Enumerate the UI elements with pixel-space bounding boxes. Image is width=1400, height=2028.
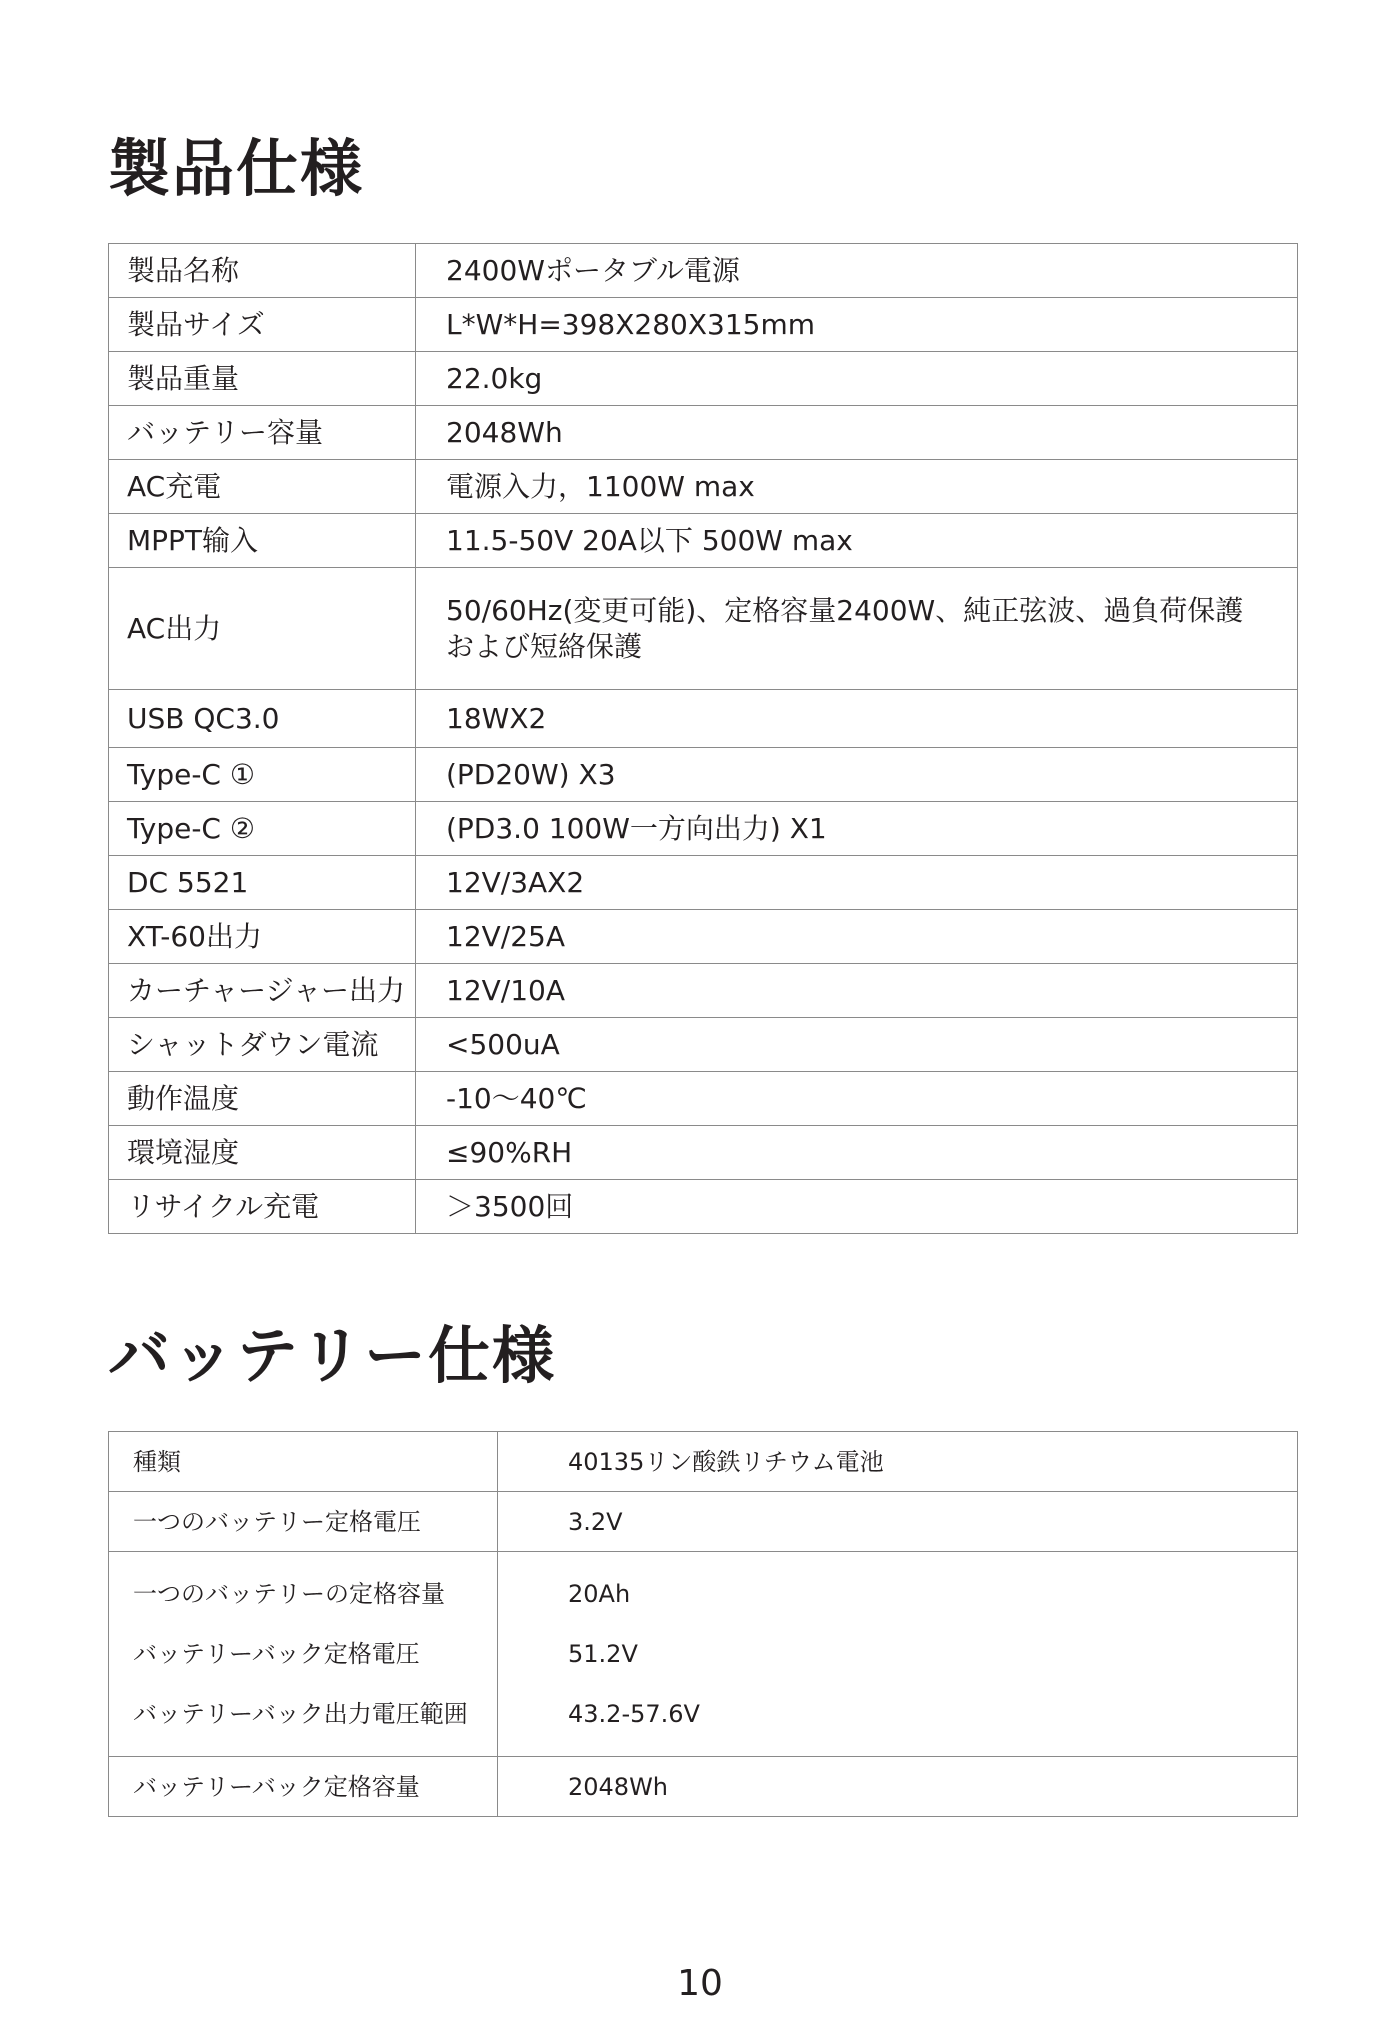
spec-label: MPPT输入 [109, 514, 416, 568]
page-number: 10 [677, 1963, 723, 2004]
spec-row-size [109, 298, 1298, 352]
spec-row-mppt [109, 514, 1298, 568]
spec-value: (PD20W) X3 [416, 748, 1298, 802]
spec-value: 11.5-50V 20A以下 500W max [416, 514, 1298, 568]
battery-value: 3.2V [498, 1492, 1298, 1552]
spec-label: Type-C ① [109, 748, 416, 802]
spec-label: 製品名称 [109, 244, 416, 298]
battery-row-pack-capacity [109, 1757, 1298, 1817]
battery-spec-table [108, 1431, 1298, 1817]
spec-label: AC充電 [109, 460, 416, 514]
spec-value: 12V/25A [416, 910, 1298, 964]
battery-label: バッテリーバック定格容量 [109, 1757, 498, 1817]
spec-value: -10～40℃ [416, 1072, 1298, 1126]
spec-row-type-c-1 [109, 748, 1298, 802]
battery-label: 一つのバッテリーの定格容量 [133, 1580, 445, 1608]
spec-label: 環境湿度 [109, 1126, 416, 1180]
battery-value-group [498, 1552, 1298, 1757]
spec-label: 動作温度 [109, 1072, 416, 1126]
spec-value: 18WX2 [416, 690, 1298, 748]
spec-label: 製品重量 [109, 352, 416, 406]
battery-row-type [109, 1432, 1298, 1492]
spec-label: バッテリー容量 [109, 406, 416, 460]
battery-value: 2048Wh [498, 1757, 1298, 1817]
spec-row-ac-output [109, 568, 1298, 690]
battery-spec-title: バッテリー仕様 [108, 1319, 557, 1392]
spec-row-operating-temp [109, 1072, 1298, 1126]
battery-row-cell-voltage [109, 1492, 1298, 1552]
spec-label: USB QC3.0 [109, 690, 416, 748]
spec-label: シャットダウン電流 [109, 1018, 416, 1072]
spec-row-xt60 [109, 910, 1298, 964]
spec-row-type-c-2 [109, 802, 1298, 856]
battery-value: 20Ah [568, 1580, 631, 1608]
battery-label-group [109, 1552, 498, 1757]
spec-row-weight [109, 352, 1298, 406]
spec-value: 12V/10A [416, 964, 1298, 1018]
spec-value: 2400Wポータブル電源 [416, 244, 1298, 298]
spec-row-usb-qc [109, 690, 1298, 748]
spec-value: 12V/3AX2 [416, 856, 1298, 910]
battery-value: 51.2V [568, 1640, 638, 1668]
battery-value: 43.2-57.6V [568, 1700, 700, 1728]
battery-label: 種類 [109, 1432, 498, 1492]
spec-label: XT-60出力 [109, 910, 416, 964]
spec-value: 50/60Hz(変更可能)、定格容量2400W、純正弦波、過負荷保護および短絡保護 [416, 568, 1298, 690]
spec-row-dc [109, 856, 1298, 910]
spec-row-cycle-life [109, 1180, 1298, 1234]
spec-label: リサイクル充電 [109, 1180, 416, 1234]
spec-label: AC出力 [109, 568, 416, 690]
spec-value: <500uA [416, 1018, 1298, 1072]
battery-value: 40135リン酸鉄リチウム電池 [498, 1432, 1298, 1492]
spec-value: 電源入力，1100W max [416, 460, 1298, 514]
spec-label: 製品サイズ [109, 298, 416, 352]
spec-label: カーチャージャー出力 [109, 964, 416, 1018]
spec-row-car-charger [109, 964, 1298, 1018]
spec-row-capacity [109, 406, 1298, 460]
battery-label: 一つのバッテリー定格電圧 [109, 1492, 498, 1552]
spec-value: 22.0kg [416, 352, 1298, 406]
spec-label: Type-C ② [109, 802, 416, 856]
product-spec-title: 製品仕様 [108, 132, 365, 205]
spec-value: (PD3.0 100W一方向出力) X1 [416, 802, 1298, 856]
spec-row-humidity [109, 1126, 1298, 1180]
spec-label: DC 5521 [109, 856, 416, 910]
spec-value: ≤90%RH [416, 1126, 1298, 1180]
battery-row-group [109, 1552, 1298, 1757]
battery-label: バッテリーバック定格電圧 [133, 1640, 420, 1668]
spec-row-product-name [109, 244, 1298, 298]
battery-label: バッテリーバック出力電圧範囲 [133, 1700, 468, 1728]
spec-value: L*W*H=398X280X315mm [416, 298, 1298, 352]
spec-value: ＞3500回 [416, 1180, 1298, 1234]
spec-row-ac-charge [109, 460, 1298, 514]
spec-value: 2048Wh [416, 406, 1298, 460]
product-spec-table [108, 243, 1298, 1234]
spec-row-shutdown-current [109, 1018, 1298, 1072]
